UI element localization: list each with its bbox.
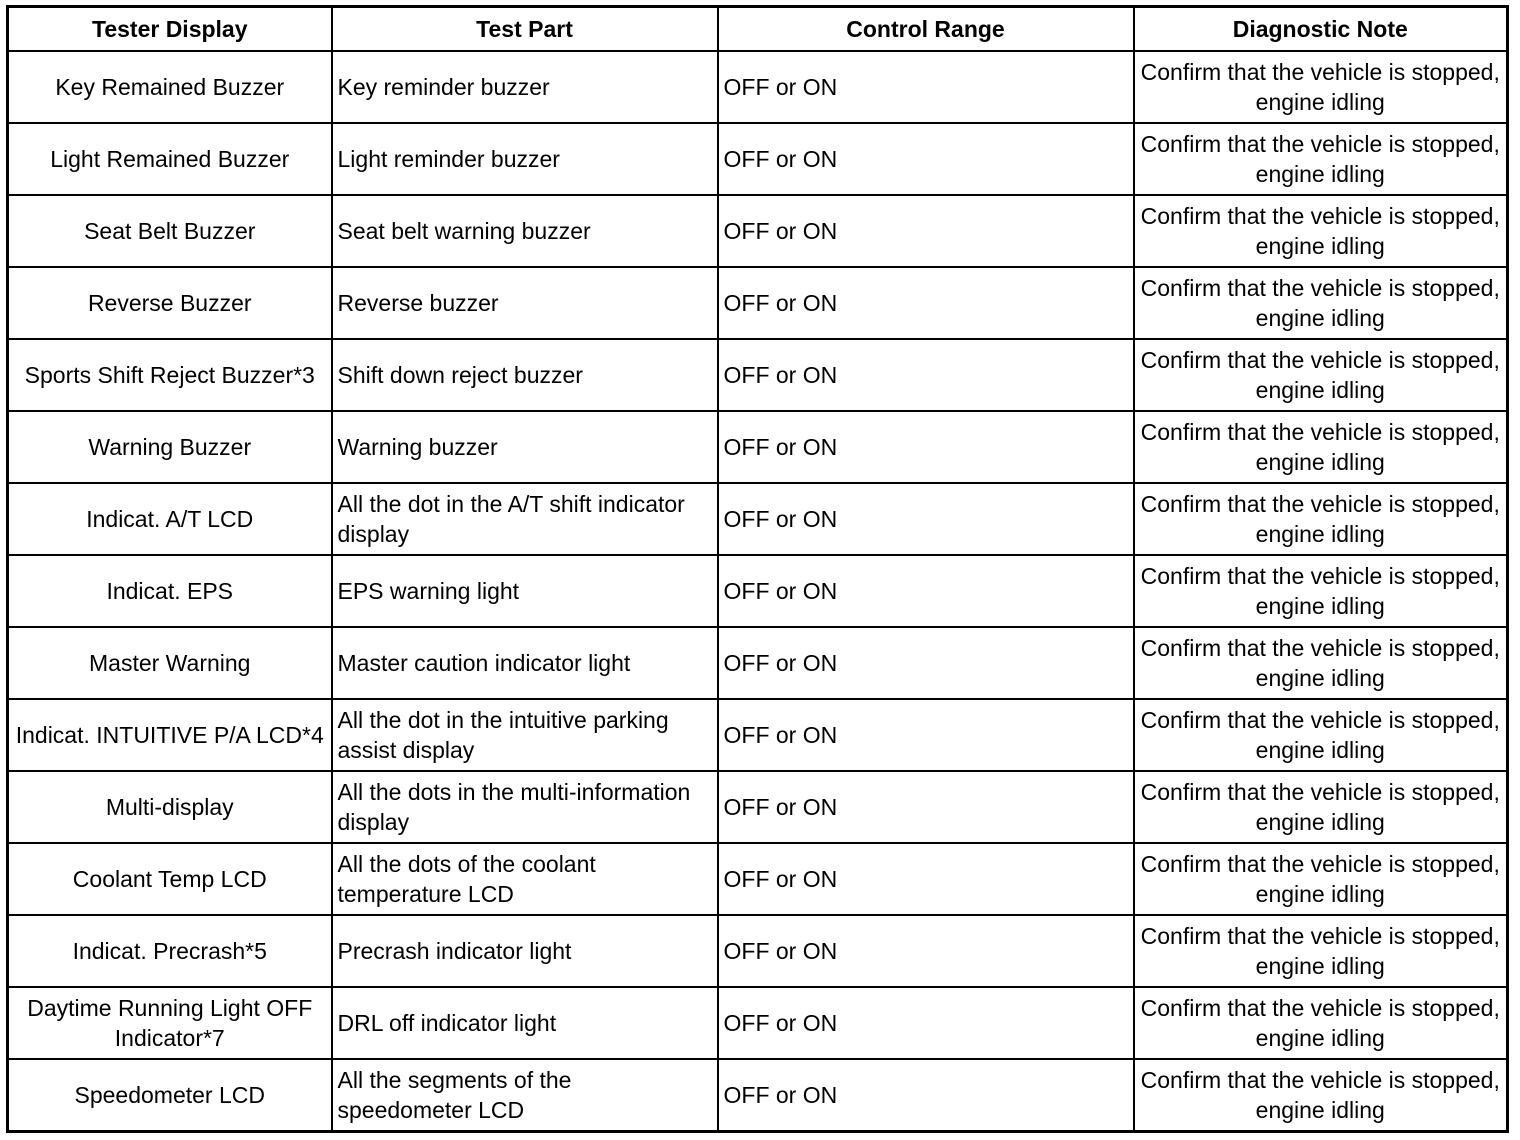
- table-row: [8, 627, 1508, 699]
- cell-test-part: All the dot in the A/T shift indicator display: [332, 483, 718, 555]
- cell-control-range: OFF or ON: [718, 483, 1134, 555]
- table-row: [8, 771, 1508, 843]
- cell-control-range: OFF or ON: [718, 915, 1134, 987]
- table-row: [8, 987, 1508, 1059]
- table-row: [8, 483, 1508, 555]
- cell-test-part: Warning buzzer: [332, 411, 718, 483]
- cell-tester-display: Multi-display: [8, 771, 332, 843]
- cell-diagnostic-note: Confirm that the vehicle is stopped, engine idling: [1134, 555, 1508, 627]
- cell-diagnostic-note: Confirm that the vehicle is stopped, engine idling: [1134, 123, 1508, 195]
- cell-control-range: OFF or ON: [718, 267, 1134, 339]
- cell-tester-display: Daytime Running Light OFF Indicator*7: [8, 987, 332, 1059]
- cell-tester-display: Indicat. A/T LCD: [8, 483, 332, 555]
- cell-test-part: Reverse buzzer: [332, 267, 718, 339]
- cell-tester-display: Reverse Buzzer: [8, 267, 332, 339]
- cell-tester-display: Indicat. Precrash*5: [8, 915, 332, 987]
- table-row: [8, 51, 1508, 123]
- cell-diagnostic-note: Confirm that the vehicle is stopped, engine idling: [1134, 915, 1508, 987]
- table-row: [8, 411, 1508, 483]
- cell-diagnostic-note: Confirm that the vehicle is stopped, engine idling: [1134, 627, 1508, 699]
- cell-tester-display: Warning Buzzer: [8, 411, 332, 483]
- cell-test-part: All the dots in the multi-information display: [332, 771, 718, 843]
- table-row: [8, 123, 1508, 195]
- cell-diagnostic-note: Confirm that the vehicle is stopped, engine idling: [1134, 339, 1508, 411]
- cell-test-part: Shift down reject buzzer: [332, 339, 718, 411]
- cell-test-part: Light reminder buzzer: [332, 123, 718, 195]
- cell-tester-display: Speedometer LCD: [8, 1059, 332, 1131]
- cell-test-part: Seat belt warning buzzer: [332, 195, 718, 267]
- cell-diagnostic-note: Confirm that the vehicle is stopped, engine idling: [1134, 483, 1508, 555]
- cell-diagnostic-note: Confirm that the vehicle is stopped, engine idling: [1134, 843, 1508, 915]
- cell-control-range: OFF or ON: [718, 1059, 1134, 1131]
- cell-tester-display: Indicat. INTUITIVE P/A LCD*4: [8, 699, 332, 771]
- table-row: [8, 1059, 1508, 1131]
- cell-diagnostic-note: Confirm that the vehicle is stopped, engine idling: [1134, 51, 1508, 123]
- cell-control-range: OFF or ON: [718, 699, 1134, 771]
- cell-tester-display: Master Warning: [8, 627, 332, 699]
- cell-tester-display: Indicat. EPS: [8, 555, 332, 627]
- cell-control-range: OFF or ON: [718, 339, 1134, 411]
- table-row: [8, 915, 1508, 987]
- cell-tester-display: Sports Shift Reject Buzzer*3: [8, 339, 332, 411]
- header-diagnostic-note: Diagnostic Note: [1134, 7, 1508, 52]
- cell-control-range: OFF or ON: [718, 123, 1134, 195]
- cell-control-range: OFF or ON: [718, 987, 1134, 1059]
- cell-test-part: All the segments of the speedometer LCD: [332, 1059, 718, 1131]
- table-row: [8, 555, 1508, 627]
- cell-control-range: OFF or ON: [718, 843, 1134, 915]
- cell-test-part: Key reminder buzzer: [332, 51, 718, 123]
- cell-control-range: OFF or ON: [718, 51, 1134, 123]
- header-control-range: Control Range: [718, 7, 1134, 52]
- cell-test-part: Master caution indicator light: [332, 627, 718, 699]
- cell-control-range: OFF or ON: [718, 627, 1134, 699]
- active-test-table: [6, 5, 1509, 1133]
- cell-diagnostic-note: Confirm that the vehicle is stopped, engine idling: [1134, 699, 1508, 771]
- cell-diagnostic-note: Confirm that the vehicle is stopped, engine idling: [1134, 267, 1508, 339]
- cell-test-part: Precrash indicator light: [332, 915, 718, 987]
- cell-control-range: OFF or ON: [718, 195, 1134, 267]
- table-row: [8, 195, 1508, 267]
- cell-tester-display: Key Remained Buzzer: [8, 51, 332, 123]
- header-test-part: Test Part: [332, 7, 718, 52]
- cell-diagnostic-note: Confirm that the vehicle is stopped, engine idling: [1134, 1059, 1508, 1131]
- cell-diagnostic-note: Confirm that the vehicle is stopped, engine idling: [1134, 411, 1508, 483]
- cell-tester-display: Coolant Temp LCD: [8, 843, 332, 915]
- cell-diagnostic-note: Confirm that the vehicle is stopped, engine idling: [1134, 987, 1508, 1059]
- cell-diagnostic-note: Confirm that the vehicle is stopped, engine idling: [1134, 771, 1508, 843]
- table-row: [8, 699, 1508, 771]
- active-test-table-container: [6, 5, 1506, 1133]
- cell-test-part: All the dots of the coolant temperature LCD: [332, 843, 718, 915]
- cell-diagnostic-note: Confirm that the vehicle is stopped, engine idling: [1134, 195, 1508, 267]
- table-body: [8, 51, 1508, 1132]
- table-header-row: [8, 7, 1508, 52]
- table-row: [8, 843, 1508, 915]
- cell-test-part: All the dot in the intuitive parking assist display: [332, 699, 718, 771]
- cell-control-range: OFF or ON: [718, 555, 1134, 627]
- cell-tester-display: Seat Belt Buzzer: [8, 195, 332, 267]
- cell-control-range: OFF or ON: [718, 411, 1134, 483]
- table-row: [8, 339, 1508, 411]
- cell-tester-display: Light Remained Buzzer: [8, 123, 332, 195]
- table-row: [8, 267, 1508, 339]
- cell-test-part: EPS warning light: [332, 555, 718, 627]
- cell-test-part: DRL off indicator light: [332, 987, 718, 1059]
- cell-control-range: OFF or ON: [718, 771, 1134, 843]
- header-tester-display: Tester Display: [8, 7, 332, 52]
